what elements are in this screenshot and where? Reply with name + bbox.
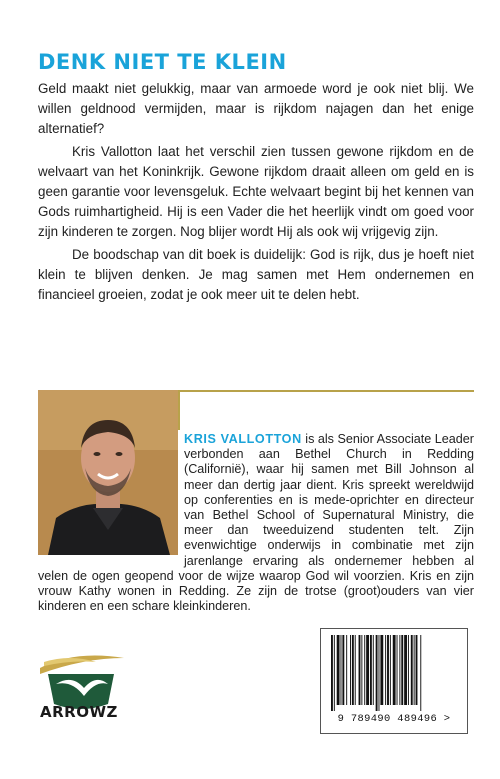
author-bio-text: is als Senior Associate Leader verbonden aan Bethel Church in Redding (Californië), waar hij samen met Bill Johnson al meer dan dertig jaar dient. Kris spreekt wereldwijd op conferenties en is mede-oprichter en directeur van Bethel School of Supernatural Ministry, die meer dan tweeduizend studenten telt. Zijn evenwichtige onderwijs in combinatie met zijn jarenlange ervaring als ondernemer hebben al velen de ogen geopend voor de wijze waarop God wil voorzien. Kris en zijn vrouw Kathy wonen in Redding. Ze zijn de trotse (groot)ouders van vier kinderen en een schare kleinkinderen. [38, 432, 474, 614]
barcode-bar [379, 635, 380, 711]
barcode-bar [346, 635, 347, 705]
barcode-bar [401, 635, 403, 705]
barcode-bars-icon [329, 635, 459, 711]
blurb [38, 79, 474, 308]
barcode-bar [334, 635, 335, 711]
barcode-bar [337, 635, 340, 705]
barcode-bar [399, 635, 400, 705]
blurb-paragraph: Kris Vallotton laat het verschil zien tussen gewone rijkdom en de welvaart van het Koninkrijk. Gewone rijkdom draait alleen om geld en is geen garantie voor levensgeluk. Echte welvaart begint bij het kennen van Gods ruimhartigheid. Hij is een Vader die het heerlijk vindt om goed voor zijn kinderen te zorgen. Nog blijer wordt Hij als ook wij vrijgevig zijn. [38, 144, 474, 239]
blurb-paragraph: De boodschap van dit boek is duidelijk: God is rijk, dus je hoeft niet klein te blijven denken. Je mag samen met Hem ondernemen en financieel groeien, zodat je ook meer uit te delen hebt. [38, 247, 474, 302]
barcode-bar [364, 635, 365, 705]
barcode-bar [416, 635, 418, 705]
barcode-bar [350, 635, 351, 705]
author-name: KRIS VALLOTTON [184, 432, 302, 446]
publisher-name: ARROWZ [40, 703, 118, 721]
barcode-bar [376, 635, 378, 711]
barcode-bar [352, 635, 354, 705]
barcode-bar [373, 635, 374, 705]
barcode-bar [380, 635, 383, 705]
barcode-bar [341, 635, 342, 705]
barcode-bar [408, 635, 409, 705]
barcode-bar [397, 635, 398, 705]
barcode-bar [411, 635, 413, 705]
barcode-bar [370, 635, 372, 705]
barcode-bar [359, 635, 361, 705]
blurb-paragraph: Geld maakt niet gelukkig, maar van armoede word je ook niet blij. We willen geldnood vermijden, maar is rijkdom najagen dan het enige alternatief? [38, 81, 474, 136]
barcode [320, 628, 468, 734]
barcode-bar [366, 635, 369, 705]
barcode-bar [393, 635, 396, 705]
barcode-bar [361, 635, 362, 705]
barcode-bar [414, 635, 415, 705]
author-bio [38, 432, 474, 614]
barcode-bar [390, 635, 391, 705]
barcode-bar [331, 635, 333, 711]
gold-rule [178, 390, 474, 392]
isbn-number: 9 789490 489496 > [337, 713, 451, 725]
barcode-bar [387, 635, 389, 705]
barcode-bar [355, 635, 356, 705]
barcode-bar [420, 635, 421, 711]
barcode-bar [385, 635, 386, 705]
gold-rule [178, 390, 180, 430]
barcode-bar [342, 635, 344, 705]
barcode-bar [404, 635, 407, 705]
book-title: DENK NIET TE KLEIN [38, 50, 287, 74]
